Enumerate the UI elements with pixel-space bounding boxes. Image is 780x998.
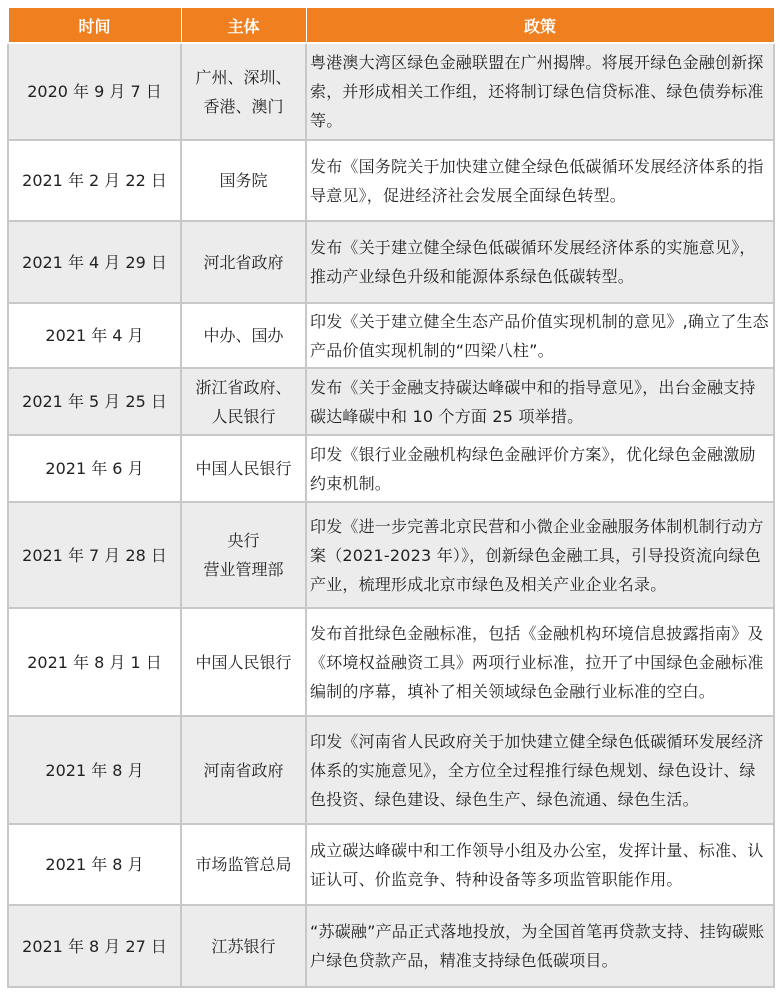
table-row [8,43,774,140]
subject-cell [181,140,306,221]
subject-line: 江苏银行 [211,936,276,956]
policy-cell: 印发《银行业金融机构绿色金融评价方案》，优化绿色金融激励约束机制。 [306,435,774,502]
subject-line: 央行 [227,531,260,550]
date-cell: 2021 年 5 月 25 日 [8,368,181,435]
policy-cell: 发布《国务院关于加快建立健全绿色低碳循环发展经济体系的指导意见》，促进经济社会发展全面绿色转型。 [306,140,774,221]
policy-cell: 发布《关于金融支持碳达峰碳中和的指导意见》，出台金融支持碳达峰碳中和 10 个方面 25 项举措。 [306,368,774,435]
table-header-row [8,8,774,44]
subject-line: 河南省政府 [203,760,284,780]
header-subject: 主体 [181,8,306,44]
table-row [8,303,774,368]
table-row [8,502,774,608]
subject-line: 广州、深圳、 [195,67,292,87]
table-row [8,716,774,824]
subject-cell [181,502,306,608]
policy-cell: 发布首批绿色金融标准，包括《金融机构环境信息披露指南》及《环境权益融资工具》两项行业标准，拉开了中国绿色金融标准编制的序幕，填补了相关领域绿色金融行业标准的空白。 [306,608,774,716]
subject-line: 香港、澳门 [203,96,284,116]
date-cell: 2021 年 4 月 29 日 [8,221,181,303]
table-row [8,140,774,221]
subject-line: 中国人民银行 [195,459,292,478]
policy-cell: 发布《关于建立健全绿色低碳循环发展经济体系的实施意见》，推动产业绿色升级和能源体系绿色低碳转型。 [306,221,774,303]
subject-line: 人民银行 [211,406,276,426]
table-row [8,824,774,905]
date-cell: 2021 年 7 月 28 日 [8,502,181,608]
subject-line: 中办、国办 [203,326,284,345]
date-cell: 2021 年 8 月 27 日 [8,905,181,987]
table-row [8,368,774,435]
table-row [8,608,774,716]
subject-cell [181,824,306,905]
date-cell: 2021 年 4 月 [8,303,181,368]
policy-cell: 粤港澳大湾区绿色金融联盟在广州揭牌。将展开绿色金融创新探索，并形成相关工作组，还将制订绿色信贷标准、绿色债券标准等。 [306,43,774,140]
header-time: 时间 [8,8,181,44]
subject-line: 营业管理部 [203,560,284,579]
date-cell: 2021 年 8 月 [8,716,181,824]
subject-line: 中国人民银行 [195,652,292,672]
subject-cell [181,368,306,435]
policy-table-container [7,7,773,991]
policy-cell: 印发《进一步完善北京民营和小微企业金融服务体制机制行动方案（2021-2023 年）》，创新绿色金融工具，引导投资流向绿色产业，梳理形成北京市绿色及相关产业企业名录。 [306,502,774,608]
subject-line: 国务院 [219,171,268,190]
date-cell: 2021 年 6 月 [8,435,181,502]
policy-cell: 印发《河南省人民政府关于加快建立健全绿色低碳循环发展经济体系的实施意见》，全方位全过程推行绿色规划、绿色设计、绿色投资、绿色建设、绿色生产、绿色流通、绿色生活。 [306,716,774,824]
subject-cell [181,221,306,303]
date-cell: 2021 年 8 月 [8,824,181,905]
subject-line: 浙江省政府、 [195,377,292,397]
table-row [8,221,774,303]
subject-line: 市场监管总局 [195,855,292,874]
subject-cell [181,608,306,716]
subject-cell [181,435,306,502]
table-row [8,435,774,502]
subject-cell [181,716,306,824]
table-row [8,905,774,987]
subject-cell [181,43,306,140]
policy-cell: 印发《关于建立健全生态产品价值实现机制的意见》,确立了生态产品价值实现机制的“四梁八柱”。 [306,303,774,368]
date-cell: 2021 年 2 月 22 日 [8,140,181,221]
date-cell: 2020 年 9 月 7 日 [8,43,181,140]
subject-cell [181,905,306,987]
policy-cell: 成立碳达峰碳中和工作领导小组及办公室，发挥计量、标准、认证认可、价监竞争、特种设备等多项监管职能作用。 [306,824,774,905]
subject-line: 河北省政府 [203,252,284,272]
subject-cell [181,303,306,368]
policy-cell: “苏碳融”产品正式落地投放，为全国首笔再贷款支持、挂钩碳账户绿色贷款产品，精准支持绿色低碳项目。 [306,905,774,987]
policy-table [7,7,775,988]
date-cell: 2021 年 8 月 1 日 [8,608,181,716]
header-policy: 政策 [306,8,774,44]
